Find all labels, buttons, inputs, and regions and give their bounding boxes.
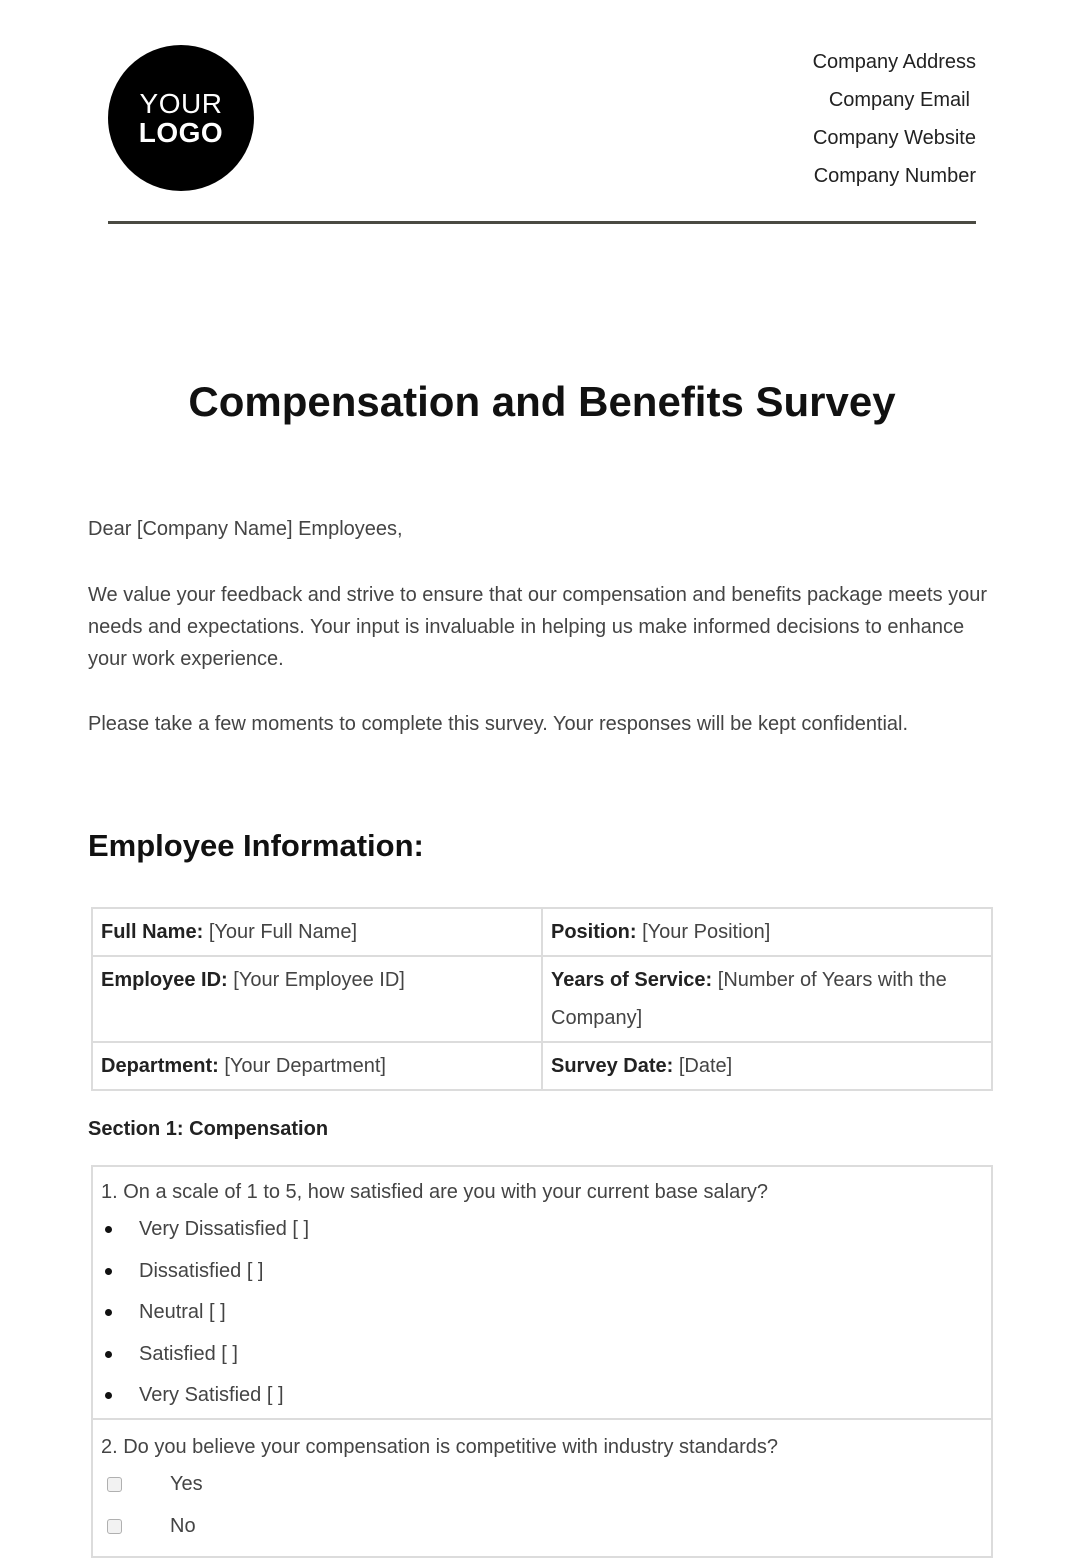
bullet-icon xyxy=(105,1268,112,1275)
checkbox-icon[interactable] xyxy=(107,1477,122,1492)
survey-date-value[interactable]: [Date] xyxy=(678,1055,733,1077)
department-value[interactable]: [Your Department] xyxy=(224,1055,386,1077)
question-1-text: 1. On a scale of 1 to 5, how satisfied are you with your current base salary? xyxy=(101,1181,769,1203)
option-label: Very Dissatisfied [ ] xyxy=(139,1218,310,1240)
bullet-icon xyxy=(105,1351,112,1358)
answer-option-yes[interactable] xyxy=(101,1469,203,1499)
company-website: Company Website xyxy=(812,127,976,149)
employee-info-heading: Employee Information: xyxy=(88,828,424,863)
section-1-heading: Section 1: Compensation xyxy=(88,1118,329,1140)
bullet-icon xyxy=(105,1226,112,1233)
company-contact-block xyxy=(813,48,976,200)
document-title: Compensation and Benefits Survey xyxy=(188,378,896,425)
logo-line-2: LOGO xyxy=(138,117,224,148)
position-value[interactable]: [Your Position] xyxy=(642,921,771,943)
question-1-option[interactable] xyxy=(101,1380,284,1410)
question-1-option[interactable] xyxy=(101,1339,238,1369)
full-name-label: Full Name: xyxy=(101,921,204,943)
question-1-option[interactable] xyxy=(101,1214,309,1244)
table-row xyxy=(92,908,992,956)
option-label: No xyxy=(170,1515,196,1537)
logo-line-1: YOUR xyxy=(139,87,223,119)
bullet-icon xyxy=(105,1309,112,1316)
years-of-service-cell[interactable] xyxy=(542,956,992,1042)
company-address: Company Address xyxy=(812,51,976,73)
position-label: Position: xyxy=(551,921,637,943)
full-name-value[interactable]: [Your Full Name] xyxy=(208,921,358,943)
intro-paragraph: We value your feedback and strive to ensure that our compensation and benefits package meets your needs and expectations. Your input is invaluable in helping us make informed decisions to enhance your work experience. xyxy=(88,584,988,670)
bullet-icon xyxy=(105,1392,112,1399)
table-row xyxy=(92,956,992,1042)
question-2-box xyxy=(91,1418,993,1558)
years-of-service-label: Years of Service: xyxy=(551,969,713,991)
employee-id-label: Employee ID: xyxy=(101,969,228,991)
survey-date-label: Survey Date: xyxy=(551,1055,674,1077)
table-row xyxy=(92,1042,992,1090)
question-1-option[interactable] xyxy=(101,1297,226,1327)
question-1-box xyxy=(91,1165,993,1420)
position-cell[interactable] xyxy=(542,908,992,956)
option-label: Dissatisfied [ ] xyxy=(139,1260,264,1282)
option-label: Neutral [ ] xyxy=(139,1301,226,1323)
option-label: Yes xyxy=(170,1473,203,1495)
employee-id-value[interactable]: [Your Employee ID] xyxy=(233,969,405,991)
department-cell[interactable] xyxy=(92,1042,542,1090)
survey-date-cell[interactable] xyxy=(542,1042,992,1090)
years-of-service-value[interactable]: [Number of Years with the Company] xyxy=(551,969,947,1029)
company-logo xyxy=(108,45,254,191)
option-label: Very Satisfied [ ] xyxy=(139,1384,284,1406)
checkbox-icon[interactable] xyxy=(107,1519,122,1534)
question-2-text: 2. Do you believe your compensation is competitive with industry standards? xyxy=(101,1436,779,1458)
answer-option-no[interactable] xyxy=(101,1511,196,1541)
employee-info-table xyxy=(91,907,993,1091)
department-label: Department: xyxy=(101,1055,219,1077)
company-number: Company Number xyxy=(813,165,976,187)
greeting: Dear [Company Name] Employees, xyxy=(88,518,403,540)
header-divider xyxy=(108,221,976,224)
employee-id-cell[interactable] xyxy=(92,956,542,1042)
option-label: Satisfied [ ] xyxy=(139,1343,238,1365)
company-email: Company Email xyxy=(828,89,970,111)
full-name-cell[interactable] xyxy=(92,908,542,956)
question-1-option[interactable] xyxy=(101,1256,263,1286)
instructions-paragraph: Please take a few moments to complete this survey. Your responses will be kept confidential. xyxy=(88,713,909,735)
